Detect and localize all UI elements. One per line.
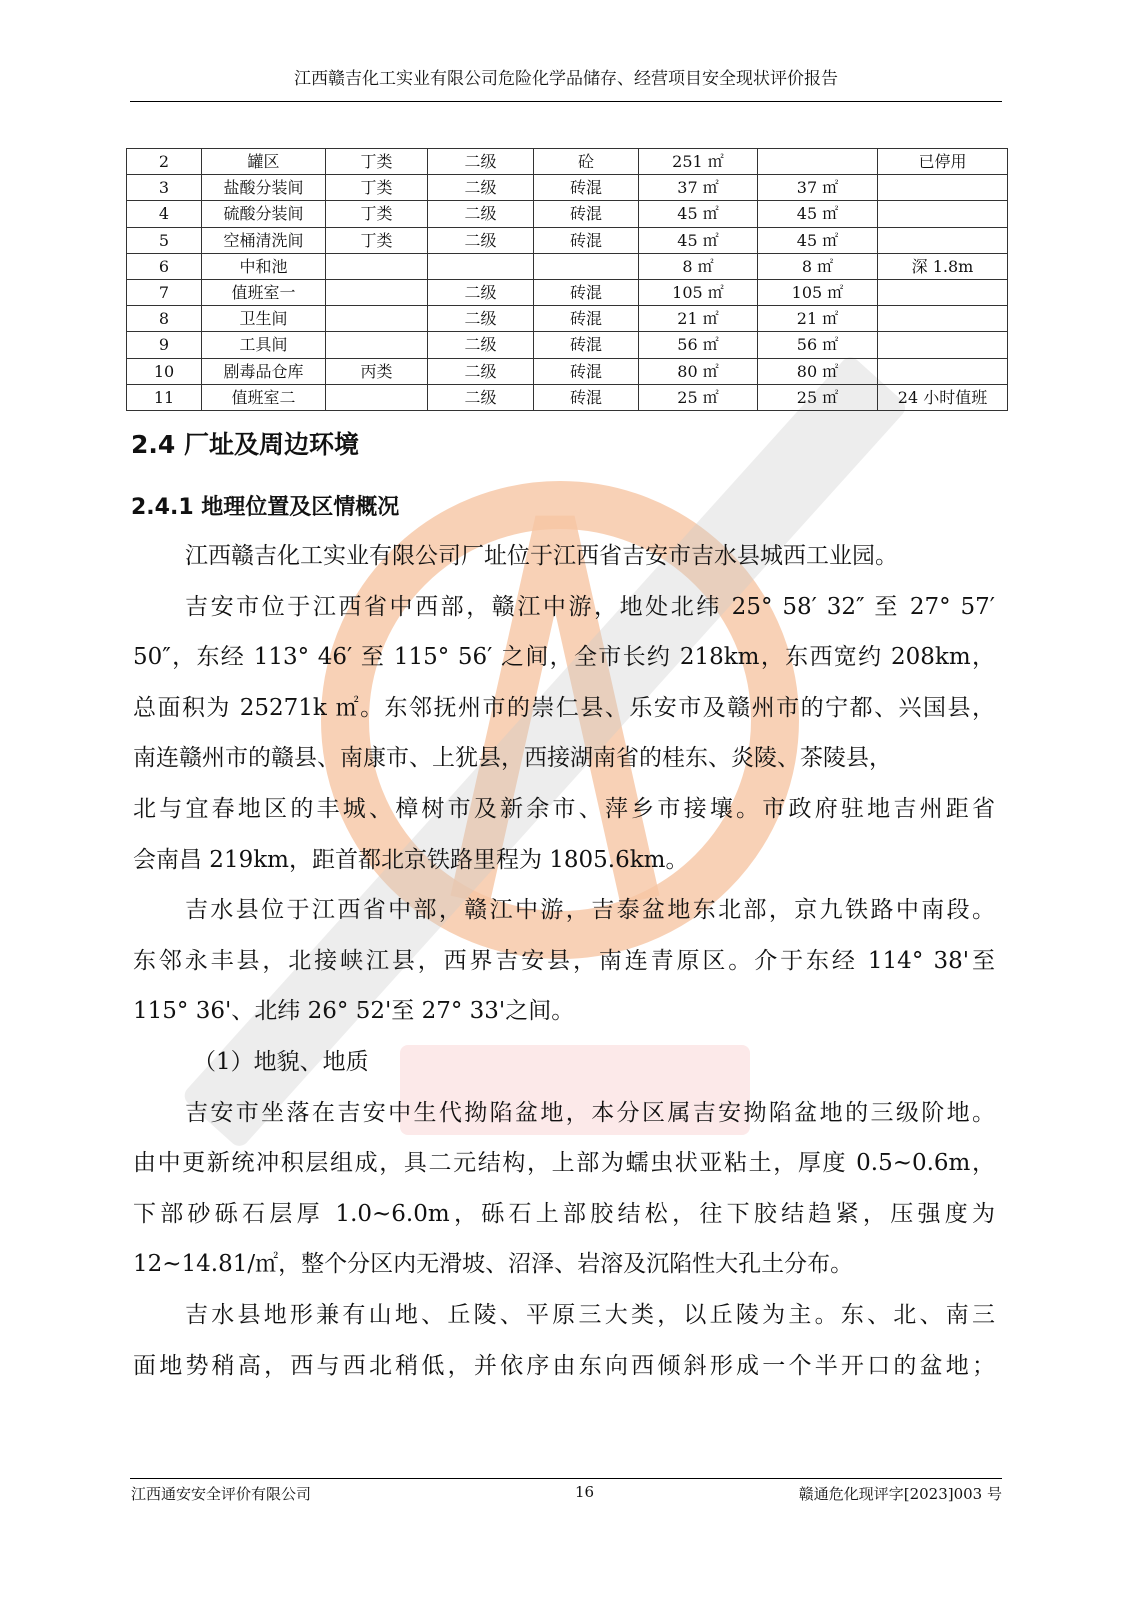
table-cell: 丁类: [326, 149, 428, 175]
table-row: [127, 358, 1008, 384]
paragraph-line: 吉安市位于江西省中西部，赣江中游，地处北纬 25° 58′ 32″ 至 27° 57′: [185, 593, 995, 620]
table-cell: 砖混: [534, 384, 639, 410]
paragraph-line: 吉安市坐落在吉安中生代拗陷盆地，本分区属吉安拗陷盆地的三级阶地。: [185, 1099, 995, 1126]
table-cell: 深 1.8m: [878, 253, 1008, 279]
paragraph-line: 会南昌 219km，距首都北京铁路里程为 1805.6km。: [133, 846, 689, 873]
table-cell: 二级: [428, 201, 534, 227]
page-number: 16: [575, 1483, 595, 1501]
paragraph-line: 50″，东经 113° 46′ 至 115° 56′ 之间，全市长约 218km，东西宽约 208km，: [133, 644, 995, 671]
table-cell: 卫生间: [202, 306, 326, 332]
table-cell: 罐区: [202, 149, 326, 175]
table-cell: 251 ㎡: [639, 149, 758, 175]
table-cell: 10: [127, 358, 202, 384]
table-cell: 工具间: [202, 332, 326, 358]
table-cell: [326, 306, 428, 332]
table-cell: 砖混: [534, 201, 639, 227]
table-cell: 二级: [428, 306, 534, 332]
building-table: [126, 148, 1008, 411]
table-row: [127, 306, 1008, 332]
table-cell: 值班室二: [202, 384, 326, 410]
paragraph-line: 面地势稍高，西与西北稍低，并依序由东向西倾斜形成一个半开口的盆地；: [133, 1352, 995, 1379]
table-cell: 砖混: [534, 227, 639, 253]
table-cell: 值班室一: [202, 279, 326, 305]
table-cell: [878, 279, 1008, 305]
table-cell: 砼: [534, 149, 639, 175]
page-header: 江西赣吉化工实业有限公司危险化学品储存、经营项目安全现状评价报告: [294, 69, 838, 89]
table-cell: 二级: [428, 358, 534, 384]
table-cell: [326, 279, 428, 305]
table-cell: 25 ㎡: [639, 384, 758, 410]
body-text: [133, 537, 995, 1397]
table-cell: 25 ㎡: [758, 384, 878, 410]
table-cell: 45 ㎡: [758, 201, 878, 227]
table-cell: 4: [127, 201, 202, 227]
table-row: [127, 253, 1008, 279]
table-cell: 二级: [428, 149, 534, 175]
table-cell: 砖混: [534, 332, 639, 358]
paragraph-line: 吉水县位于江西省中部，赣江中游，吉泰盆地东北部，京九铁路中南段。: [185, 897, 995, 924]
paragraph-line: 115° 36'、北纬 26° 52'至 27° 33'之间。: [133, 998, 575, 1025]
table-cell: 8: [127, 306, 202, 332]
paragraph-line: 由中更新统冲积层组成，具二元结构，上部为蠕虫状亚粘土，厚度 0.5~0.6m，: [133, 1150, 995, 1177]
table-cell: 24 小时值班: [878, 384, 1008, 410]
table-cell: 盐酸分装间: [202, 175, 326, 201]
table-cell: [326, 384, 428, 410]
table-cell: 丁类: [326, 175, 428, 201]
table-cell: 5: [127, 227, 202, 253]
paragraph-line: 北与宜春地区的丰城、樟树市及新余市、萍乡市接壤。市政府驻地吉州距省: [133, 795, 995, 822]
table-cell: 21 ㎡: [639, 306, 758, 332]
table-cell: 8 ㎡: [639, 253, 758, 279]
paragraph-line: 总面积为 25271k ㎡。东邻抚州市的崇仁县、乐安市及赣州市的宁都、兴国县，: [133, 694, 995, 721]
table-cell: [758, 149, 878, 175]
table-cell: 二级: [428, 279, 534, 305]
table-row: [127, 279, 1008, 305]
table-cell: 二级: [428, 227, 534, 253]
table-cell: 45 ㎡: [639, 201, 758, 227]
paragraph-line: 下部砂砾石层厚 1.0~6.0m，砾石上部胶结松，往下胶结趋紧，压强度为: [133, 1200, 995, 1227]
paragraph-line: 东邻永丰县，北接峡江县，西界吉安县，南连青原区。介于东经 114° 38'至: [133, 947, 995, 974]
table-cell: 56 ㎡: [639, 332, 758, 358]
table-cell: 丁类: [326, 201, 428, 227]
table-cell: [428, 253, 534, 279]
table-row: [127, 201, 1008, 227]
table-cell: 2: [127, 149, 202, 175]
table-cell: [878, 358, 1008, 384]
table-cell: [326, 253, 428, 279]
table-cell: [878, 332, 1008, 358]
table-cell: [878, 201, 1008, 227]
table-cell: 空桶清洗间: [202, 227, 326, 253]
table-row: [127, 175, 1008, 201]
footer-report-number: 赣通危化现评字[2023]003 号: [798, 1485, 1002, 1503]
table-cell: 6: [127, 253, 202, 279]
table-cell: 中和池: [202, 253, 326, 279]
table-cell: [878, 306, 1008, 332]
table-row: [127, 332, 1008, 358]
paragraph-line: 江西赣吉化工实业有限公司厂址位于江西省吉安市吉水县城西工业园。: [185, 543, 898, 569]
list-heading: （1）地貌、地质: [193, 1048, 369, 1075]
table-cell: 硫酸分装间: [202, 201, 326, 227]
table-row: [127, 384, 1008, 410]
table-cell: 二级: [428, 332, 534, 358]
table-cell: 砖混: [534, 175, 639, 201]
table-cell: 37 ㎡: [639, 175, 758, 201]
table-row: [127, 227, 1008, 253]
subsection-heading: 2.4.1 地理位置及区情概况: [131, 495, 400, 520]
table-cell: [878, 175, 1008, 201]
table-cell: 21 ㎡: [758, 306, 878, 332]
table-cell: 56 ㎡: [758, 332, 878, 358]
table-cell: 二级: [428, 175, 534, 201]
table-cell: 45 ㎡: [758, 227, 878, 253]
table-cell: [326, 332, 428, 358]
table-cell: 105 ㎡: [639, 279, 758, 305]
table-cell: 丁类: [326, 227, 428, 253]
table-cell: 砖混: [534, 358, 639, 384]
table-cell: 砖混: [534, 279, 639, 305]
table-cell: 9: [127, 332, 202, 358]
footer-company: 江西通安安全评价有限公司: [131, 1485, 312, 1503]
table-cell: 砖混: [534, 306, 639, 332]
table-cell: 80 ㎡: [758, 358, 878, 384]
paragraph-line: 南连赣州市的赣县、南康市、上犹县，西接湖南省的桂东、炎陵、茶陵县，: [133, 745, 892, 772]
table-cell: 已停用: [878, 149, 1008, 175]
table-cell: 7: [127, 279, 202, 305]
table-cell: 8 ㎡: [758, 253, 878, 279]
table-row: [127, 149, 1008, 175]
paragraph-line: 12~14.81/㎡，整个分区内无滑坡、沼泽、岩溶及沉陷性大孔土分布。: [133, 1251, 854, 1278]
table-cell: 37 ㎡: [758, 175, 878, 201]
table-cell: 二级: [428, 384, 534, 410]
table-cell: [878, 227, 1008, 253]
table-cell: 80 ㎡: [639, 358, 758, 384]
table-cell: [534, 253, 639, 279]
table-cell: 105 ㎡: [758, 279, 878, 305]
table-cell: 3: [127, 175, 202, 201]
table-cell: 丙类: [326, 358, 428, 384]
table-cell: 45 ㎡: [639, 227, 758, 253]
table-cell: 11: [127, 384, 202, 410]
section-heading: 2.4 厂址及周边环境: [131, 430, 359, 459]
paragraph-line: 吉水县地形兼有山地、丘陵、平原三大类，以丘陵为主。东、北、南三: [185, 1301, 995, 1328]
table-cell: 剧毒品仓库: [202, 358, 326, 384]
